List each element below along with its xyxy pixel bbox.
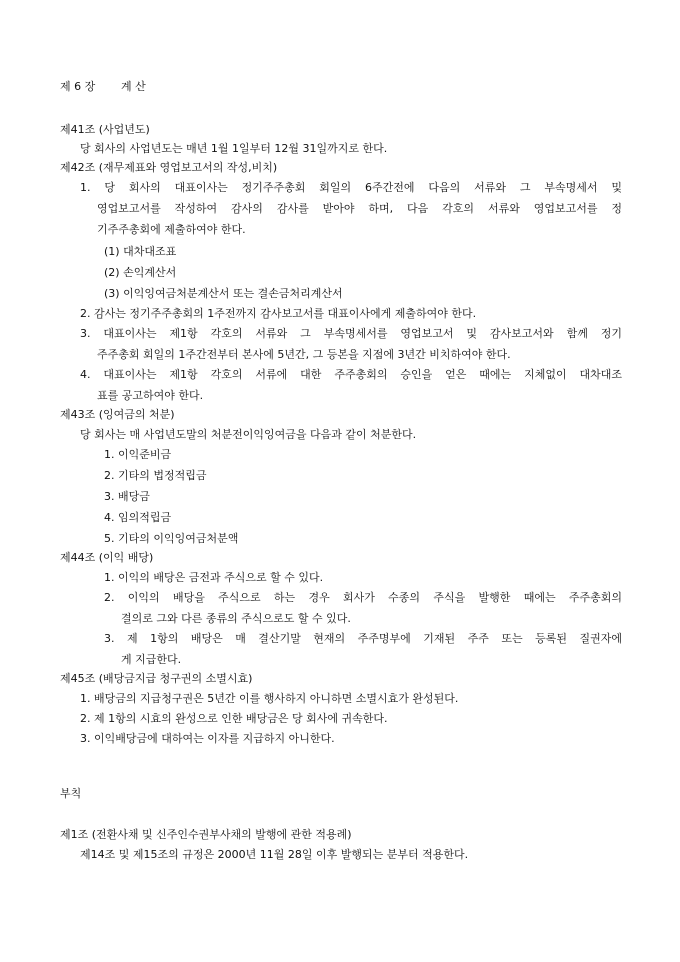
addendum-title: 부칙 [60, 787, 82, 800]
article-44-para-3-line-1: 3. 제 1항의 배당은 매 결산기말 현재의 주주명부에 기재된 주주 또는 등록된 질권자에 [104, 632, 622, 645]
article-44-para-2-line-1: 2. 이익의 배당을 주식으로 하는 경우 회사가 수종의 주식을 발행한 때에는 주주총회의 [104, 591, 622, 604]
addendum-article-1-body: 제14조 및 제15조의 규정은 2000년 11월 28일 이후 발행되는 분부터 적용한다. [80, 848, 469, 861]
article-42-para-4-line-2: 표를 공고하여야 한다. [97, 389, 204, 402]
article-43-item-5: 5. 기타의 이익잉여금처분액 [104, 532, 239, 545]
article-44-heading: 제44조 (이익 배당) [60, 551, 154, 564]
article-42-para-4-line-1: 4. 대표이사는 제1항 각호의 서류에 대한 주주총회의 승인을 얻은 때에는 지체없이 대차대조 [80, 368, 622, 381]
article-41-heading: 제41조 (사업년도) [60, 123, 150, 136]
chapter-title: 계 산 [121, 80, 146, 93]
article-42-heading: 제42조 (재무제표와 영업보고서의 작성,비치) [60, 161, 278, 174]
article-41-body: 당 회사의 사업년도는 매년 1월 1일부터 12월 31일까지로 한다. [80, 142, 388, 155]
article-44-para-1: 1. 이익의 배당은 금전과 주식으로 할 수 있다. [104, 571, 324, 584]
article-42-para-1-line-2: 영업보고서를 작성하여 감사의 감사를 받아야 하며, 다음 각호의 서류와 영업보고서를 정 [97, 202, 622, 215]
article-42-subitem-3: (3) 이익잉여금처분계산서 또는 결손금처리계산서 [104, 287, 343, 300]
article-45-para-2: 2. 제 1항의 시효의 완성으로 인한 배당금은 당 회사에 귀속한다. [80, 712, 388, 725]
addendum-article-1-heading: 제1조 (전환사채 및 신주인수권부사채의 발행에 관한 적용례) [60, 828, 352, 841]
article-42-para-1-line-1: 1. 당 회사의 대표이사는 정기주주총회 회일의 6주간전에 다음의 서류와 그 부속명세서 및 [80, 181, 622, 194]
article-45-para-1: 1. 배당금의 지급청구권은 5년간 이를 행사하지 아니하면 소멸시효가 완성된다. [80, 692, 459, 705]
article-43-item-3: 3. 배당금 [104, 490, 150, 503]
article-43-item-1: 1. 이익준비금 [104, 448, 172, 461]
article-42-para-2: 2. 감사는 정기주주총회의 1주전까지 감사보고서를 대표이사에게 제출하여야 한다. [80, 307, 477, 320]
article-45-para-3: 3. 이익배당금에 대하여는 이자를 지급하지 아니한다. [80, 732, 335, 745]
article-42-para-1-line-3: 기주주총회에 제출하여야 한다. [97, 223, 246, 236]
article-43-body: 당 회사는 매 사업년도말의 처분전이익잉여금을 다음과 같이 처분한다. [80, 428, 417, 441]
article-42-para-3-line-2: 주주총회 회일의 1주간전부터 본사에 5년간, 그 등본을 지점에 3년간 비치하여야 한다. [97, 348, 511, 361]
article-42-subitem-2: (2) 손익계산서 [104, 266, 177, 279]
article-43-item-4: 4. 임의적립금 [104, 511, 172, 524]
article-42-para-3-line-1: 3. 대표이사는 제1항 각호의 서류와 그 부속명세서를 영업보고서 및 감사보고서와 함께 정기 [80, 327, 622, 340]
article-44-para-2-line-2: 결의로 그와 다른 종류의 주식으로도 할 수 있다. [121, 612, 351, 625]
chapter-number: 제 6 장 [60, 80, 96, 93]
article-42-subitem-1: (1) 대차대조표 [104, 245, 177, 258]
article-45-heading: 제45조 (배당금지급 청구권의 소멸시효) [60, 672, 253, 685]
article-43-item-2: 2. 기타의 법정적립금 [104, 469, 207, 482]
article-44-para-3-line-2: 게 지급한다. [121, 653, 182, 666]
article-43-heading: 제43조 (잉여금의 처분) [60, 408, 175, 421]
